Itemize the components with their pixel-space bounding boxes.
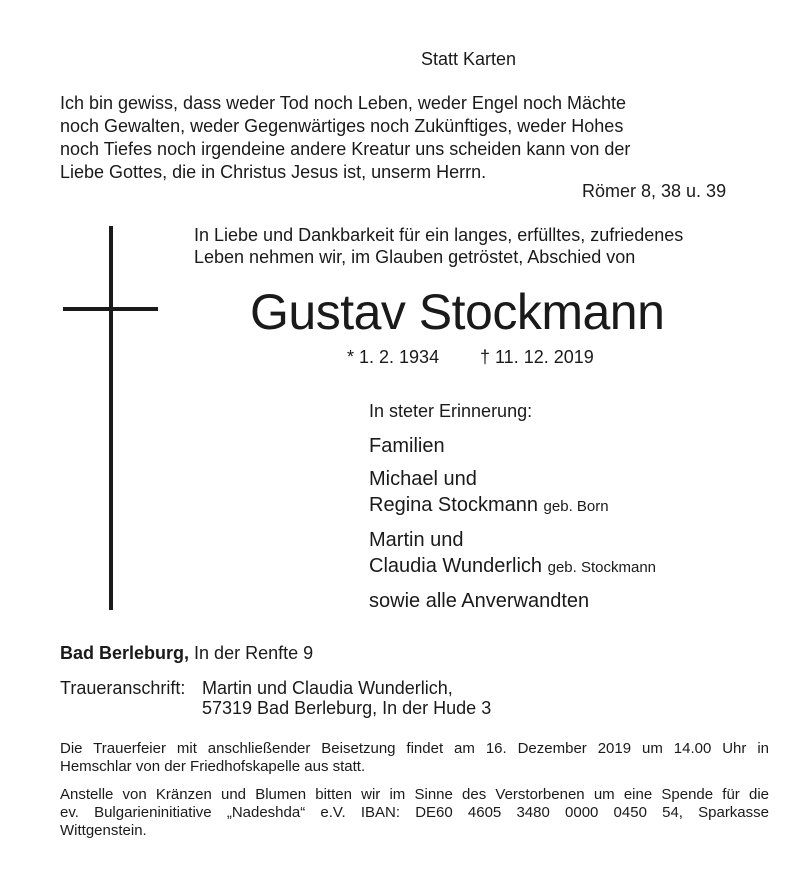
verse-line: noch Tiefes noch irgendeine andere Kreatur uns scheiden kann von der (60, 139, 631, 159)
trauer-label: Traueranschrift: (60, 678, 186, 698)
ceremony-line: Hemschlar von der Friedhofskapelle aus statt. (60, 758, 366, 775)
intro-line: Leben nehmen wir, im Glauben getröstet, Abschied von (194, 247, 636, 267)
cross-horizontal-bar (63, 307, 158, 311)
family2-maiden-name: geb. Stockmann (547, 559, 657, 576)
donation-line: Anstelle von Kränzen und Blumen bitten wir im Sinne des Verstorbenen um eine Spende für die (60, 786, 769, 803)
intro-line: In Liebe und Dankbarkeit für ein langes, erfülltes, zufriedenes (194, 225, 684, 245)
ceremony-line: Die Trauerfeier mit anschließender Beisetzung findet am 16. Dezember 2019 um 14.00 Uhr in (60, 740, 769, 757)
residence-street: In der Renfte 9 (194, 643, 314, 663)
family1-name: Regina Stockmann (369, 494, 538, 516)
verse-line: Liebe Gottes, die in Christus Jesus ist, unserm Herrn. (60, 162, 487, 182)
relatives-line: sowie alle Anverwandten (369, 590, 590, 612)
family2-line2 (369, 554, 656, 580)
residence-address (60, 642, 313, 664)
mourners-heading: In steter Erinnerung: (369, 401, 533, 421)
donation-line: Wittgenstein. (60, 822, 147, 839)
deceased-name: Gustav Stockmann (250, 284, 665, 340)
verse-line: noch Gewalten, weder Gegenwärtiges noch Zukünftiges, weder Hohes (60, 116, 624, 136)
family2-line1: Martin und (369, 529, 464, 551)
verse-reference: Römer 8, 38 u. 39 (582, 181, 727, 201)
family1-line2 (369, 493, 609, 519)
familien-label: Familien (369, 435, 445, 457)
cross-vertical-bar (109, 226, 113, 610)
family1-line1: Michael und (369, 468, 477, 490)
residence-city: Bad Berleburg, (60, 643, 190, 663)
trauer-address-line2: 57319 Bad Berleburg, In der Hude 3 (202, 698, 492, 718)
family1-maiden-name: geb. Born (543, 498, 609, 515)
birth-date: * 1. 2. 1934 (347, 347, 440, 367)
death-date: † 11. 12. 2019 (480, 347, 594, 367)
verse-line: Ich bin gewiss, dass weder Tod noch Leben, weder Engel noch Mächte (60, 93, 627, 113)
family2-name: Claudia Wunderlich (369, 555, 543, 577)
trauer-address-line1: Martin und Claudia Wunderlich, (202, 678, 453, 698)
statt-karten: Statt Karten (421, 49, 517, 69)
donation-line: ev. Bulgarieninitiative „Nadeshda“ e.V. IBAN: DE60 4605 3480 0000 0450 54, Sparkasse (60, 804, 769, 821)
